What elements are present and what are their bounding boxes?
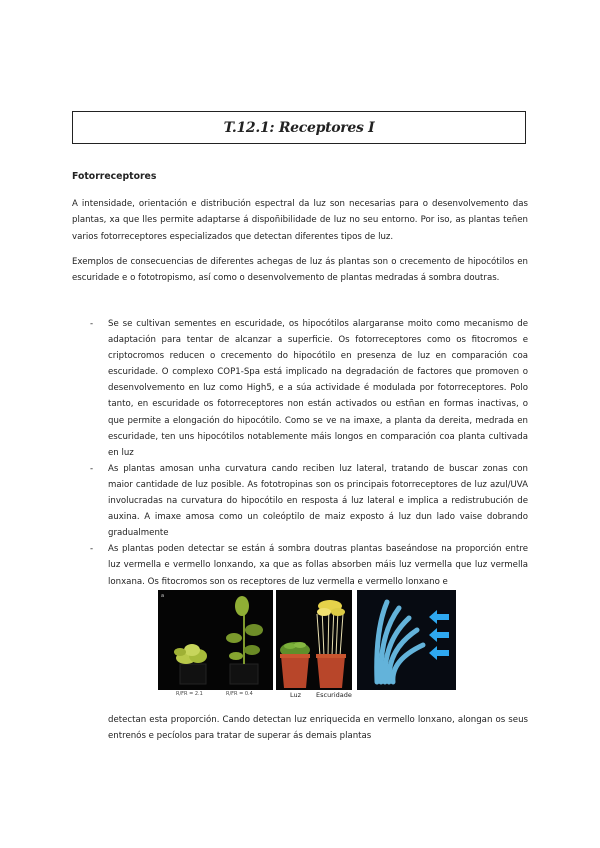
shade-avoidance-illustration bbox=[158, 590, 273, 690]
list-item bbox=[72, 461, 528, 541]
bullet-marker: - bbox=[90, 319, 94, 329]
bullet-text: Se se cultivan sementes en escuridade, os hipocótilos alargaranse moito como mecanismo de adaptación para tentar de alcanzar a superficie. Os fotorreceptores como os fitocromos e criptocromos reducen o crecemento do hipocótilo en presenza de luz en comparación coa escuridade. O complexo COP1-Spa está implicado na degradación de factores que promoven o desenvolvemento en luz como High5, e a súa actividade é modulada por fotorreceptores. Polo tanto, en escuridade os fotorreceptores non están activados ou estñan en formas inactivas, o que permite a elongación do hipocótilo. Como se ve na imaxe, a planta da dereita, medrada en escuridade, ten uns hipocótilos notablemente máis longos en comparación coa planta cultivada en luz bbox=[108, 319, 528, 458]
bullet-text: As plantas amosan unha curvatura cando reciben luz lateral, tratando de buscar zonas con maior cantidade de luz posible. As fototropinas son os principais fotorreceptores de luz azul/UVA involucradas na curvatura do hipocótilo en resposta á luz lateral e implica a redistrubución de auxina. A imaxe amosa como un coleóptilo de maiz exposto á luz dun lado vaise dobrando gradualmente bbox=[108, 463, 528, 539]
list-item bbox=[72, 541, 528, 589]
bullet-text: As plantas poden detectar se están á sombra doutras plantas baseándose na proporción entre luz vermella e vermello lonxando, xa que as follas absorben máis luz vermella que luz vermella lonxana. Os fitocromos son os receptores de luz vermella e vermello lonxano e bbox=[108, 544, 528, 587]
paragraph-intro: A intensidade, orientación e distribución espectral da luz son necesarias para o desenvolvemento das plantas, xa que lles permite adaptarse á dispoñibilidade de luz no seu entorno. Por iso, as plantas teñen varios fotorreceptores especializados que detectan diferentes tipos de luz. bbox=[72, 199, 528, 242]
plant-figure bbox=[158, 590, 456, 698]
bullet-marker: - bbox=[90, 544, 94, 555]
phototropism-illustration bbox=[357, 590, 456, 690]
bullet-marker: - bbox=[90, 463, 94, 474]
list-item bbox=[72, 316, 528, 461]
caption-dark: Escuridade bbox=[316, 691, 352, 699]
bullet-list bbox=[72, 316, 528, 590]
caption-light: Luz bbox=[290, 691, 302, 699]
panel-a-letter: a bbox=[161, 593, 165, 599]
title-box bbox=[72, 111, 526, 144]
figure-panel-shade-avoidance bbox=[158, 590, 273, 690]
etiolation-illustration bbox=[276, 590, 352, 690]
section-heading: Fotorreceptores bbox=[72, 171, 157, 182]
page-title: T.12.1: Receptores I bbox=[223, 119, 375, 136]
caption-rfr-high: R/FR = 2.1 bbox=[176, 691, 203, 697]
paragraph-examples: Exemplos de consecuencias de diferentes achegas de luz ás plantas son o crecemento de hipocótilos en escuridade e o fototropismo, así como o desenvolvemento de plantas medradas á sombra doutras. bbox=[72, 257, 528, 284]
paragraph-continuation: detectan esta proporción. Cando detectan luz enriquecida en vermello lonxano, alongan os seus entrenós e pecíolos para tratar de superar ás demais plantas bbox=[108, 715, 528, 742]
figure-panel-phototropism bbox=[357, 590, 456, 690]
figure-panel-etiolation bbox=[276, 590, 352, 690]
caption-rfr-low: R/FR = 0.4 bbox=[226, 691, 253, 697]
